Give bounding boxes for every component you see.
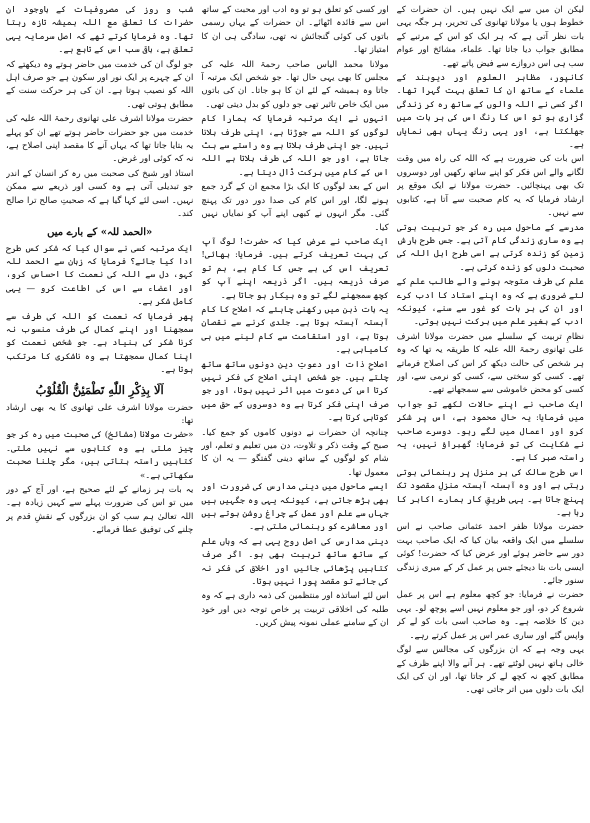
paragraph: یہ بات ذہن میں رکھنی چاہئے کہ اصلاح کا کام آہستہ آہستہ ہوتا ہے۔ جلدی کرنے سے نقصان ہوتا ہے، اور استقامت سے کام لینے میں ہی کامیابی ہے۔ xyxy=(201,304,389,356)
column-right xyxy=(397,4,584,819)
paragraph: اس طرح سالک کی ہر منزل پر رہنمائی ہوتی رہتی ہے اور وہ آہستہ آہستہ منزلِ مقصود تک پہنچ جاتا ہے۔ یہی طریقِ کار ہمارے اکابر کا رہا ہے۔ xyxy=(396,467,584,519)
paragraph: ایک صاحب نے عرض کیا کہ حضرت! لوگ آپ کی بہت تعریف کرتے ہیں۔ فرمایا: بھائی! تعریف اس کی ہے جس کا کام ہے، ہم تو صرف ذریعہ ہیں۔ اگر ذریعہ اپنے آپ کو کچھ سمجھنے لگے تو وہ بیکار ہو جاتا ہے۔ xyxy=(201,236,389,301)
paragraph: استاذ اور شیخ کی صحبت میں رہ کر انسان کے اندر جو تبدیلی آتی ہے وہ کسی اور ذریعے سے ممکن نہیں۔ اسی لئے کہا گیا ہے کہ صحبتِ صالح ترا صالح کند۔ xyxy=(6,168,194,220)
paragraph: مولانا محمد الیاس صاحب رحمۃ اللہ علیہ کی مجلس کا بھی یہی حال تھا۔ جو شخص ایک مرتبہ آ جاتا وہ ہمیشہ کے لئے ان کا ہو جاتا۔ ان کی باتوں میں ایک خاص تاثیر تھی جو دلوں کو بدل دیتی تھی۔ xyxy=(201,59,389,110)
paragraph: اس لئے اساتذہ اور منتظمین کی ذمہ داری ہے کہ وہ طلبہ کی اخلاقی تربیت پر خاص توجہ دیں اور خود ان کے سامنے عملی نمونہ پیش کریں۔ xyxy=(201,591,389,629)
verse-note: حضرت مولانا اشرف علی تھانوی کا یہ بھی ارشاد تھا: xyxy=(6,402,194,426)
paragraph: پھر فرمایا کہ نعمت کو اللہ کی طرف سے سمجھنا اور اپنے کمال کی طرف منسوب نہ کرنا شکر کی بنیاد ہے۔ جو شخص نعمت کو اپنا کمال سمجھتا ہے وہ ناشکری کا مرتکب ہوتا ہے۔ xyxy=(6,311,194,376)
paragraph: علم کی طرف متوجہ ہونے والے طالب علم کے لئے ضروری ہے کہ وہ اپنے استاد کا ادب کرے اور ان کی ہر بات کو غور سے سنے، کیونکہ ادب کے بغیر علم میں برکت نہیں ہوتی۔ xyxy=(396,277,584,328)
paragraph: لیکن ان میں سے ایک نہیں ہیں۔ ان حضرات کے خطوط ہوں یا مولانا تھانوی کی تحریر، ہر جگہ یہی بات نظر آتی ہے کہ ہر ایک کو اس کے مرتبے کے مطابق جواب دیا جاتا تھا۔ علماء، مشائخ اور عوام سب ہی اس دروازے سے فیض پاتے تھے۔ xyxy=(396,5,584,69)
paragraph: «حضرت مولانا (مشائخ) کی صحبت میں رہ کر جو چیز ملتی ہے وہ کتابوں سے نہیں ملتی۔ کتابیں راستہ بتاتی ہیں، مگر چلنا صحبت سکھاتی ہے۔» xyxy=(6,430,194,481)
column-middle xyxy=(201,4,388,819)
paragraph: حضرت نے فرمایا: جو کچھ معلوم ہے اس پر عمل شروع کر دو، اور جو معلوم نہیں اسے پوچھ لو۔ یہی دین کا خلاصہ ہے۔ وہ صاحب اسی بات کو لے کر واپس گئے اور ساری عمر اس پر عمل کرتے رہے۔ xyxy=(396,590,584,641)
paragraph: یہی وجہ ہے کہ ان بزرگوں کی مجالس سے لوگ خالی ہاتھ نہیں لوٹتے تھے۔ ہر آنے والا اپنے ظرف کے مطابق کچھ نہ کچھ لے کر جاتا تھا، اور ان کی ایک ایک بات دلوں میں اتر جاتی تھی۔ xyxy=(396,645,584,696)
paragraph: ایسے ماحول میں دینی مدارس کی ضرورت اور بھی بڑھ جاتی ہے، کیونکہ یہی وہ جگہیں ہیں جہاں سے علم اور عمل کے چراغ روشن ہوتے ہیں اور معاشرے کو رہنمائی ملتی ہے۔ xyxy=(201,482,389,533)
paragraph: یہ بات ہر زمانے کے لئے صحیح ہے، اور آج کے دور میں تو اس کی ضرورت پہلے سے کہیں زیادہ ہے۔ اللہ تعالیٰ ہم سب کو ان بزرگوں کے نقشِ قدم پر چلنے کی توفیق عطا فرمائے۔ xyxy=(6,485,194,536)
paragraph: حضرت مولانا اشرف علی تھانوی رحمۃ اللہ علیہ کی خدمت میں جو حضرات حاضر ہوتے تھے ان کو پہلے یہ بتایا جاتا تھا کہ یہاں آنے کا مقصد اپنی اصلاح ہے، نہ کہ کوئی اور غرض۔ xyxy=(6,114,194,165)
paragraph: شب و روز کی مصروفیات کے باوجود ان حضرات کا تعلق مع اللہ ہمیشہ تازہ رہتا تھا۔ وہ فرمایا کرتے تھے کہ اصل سرمایہ یہی تعلق ہے، باقی سب اس کے تابع ہے۔ xyxy=(6,5,194,56)
paragraph: اور کسی کو تعلق ہو تو وہ ادب اور محبت کے ساتھ اس سے فائدہ اٹھائے۔ ان حضرات کے یہاں رسمی باتوں کی کوئی گنجائش نہ تھی، سادگی ہی ان کا امتیاز تھا۔ xyxy=(201,5,389,56)
paragraph: انہوں نے ایک مرتبہ فرمایا کہ ہمارا کام لوگوں کو اللہ سے جوڑنا ہے، اپنی طرف بلانا نہیں۔ جو اپنی طرف بلاتا ہے وہ راستے سے ہٹ جاتا ہے، اور جو اللہ کی طرف بلاتا ہے اللہ اس کے کام میں برکت ڈال دیتا ہے۔ xyxy=(201,114,389,178)
column-left xyxy=(6,4,193,819)
paragraph: دینی مدارس کی اصل روح یہی ہے کہ وہاں علم کے ساتھ ساتھ تربیت بھی ہو۔ اگر صرف کتابیں پڑھائی جائیں اور اخلاق کی فکر نہ کی جائے تو مقصد پورا نہیں ہوتا۔ xyxy=(201,536,389,588)
paragraph: مدرسے کے ماحول میں رہ کر جو تربیت ہوتی ہے وہ ساری زندگی کام آتی ہے۔ جس طرح بارش زمین کو زندہ کرتی ہے اسی طرح اہل اللہ کی صحبت دلوں کو زندہ کرتی ہے۔ xyxy=(396,222,584,273)
paragraph: اس کے بعد لوگوں کا ایک بڑا مجمع ان کے گرد جمع ہونے لگا، اور اس کام کی صدا دور دور تک پہنچ گئی۔ مگر انہوں نے کبھی اپنے آپ کو نمایاں نہیں کیا۔ xyxy=(201,182,389,233)
paragraph: چنانچہ ان حضرات نے دونوں کاموں کو جمع کیا۔ صبح کے وقت ذکر و تلاوت، دن میں تعلیم و تعلم، اور شام کو لوگوں کے ساتھ دینی گفتگو — یہ ان کا معمول تھا۔ xyxy=(201,427,389,478)
paragraph: ایک مرتبہ کسی نے سوال کیا کہ شکر کس طرح ادا کیا جائے؟ فرمایا کہ زبان سے الحمد للہ کہو، دل سے اللہ کی نعمت کا احساس کرو، اور اعضاء سے اس کی اطاعت کرو — یہی کامل شکر ہے۔ xyxy=(6,243,194,308)
paragraph: جو لوگ ان کی خدمت میں حاضر ہوتے وہ دیکھتے کہ ان کے چہرے پر ایک نور اور سکون ہے جو صرف اہل اللہ کو نصیب ہوتا ہے۔ ان کی ہر حرکت سنت کے مطابق ہوتی تھی۔ xyxy=(6,59,194,110)
paragraph: کانپور، مظاہر العلوم اور دیوبند کے علماء کے ساتھ ان کا تعلق بہت گہرا تھا۔ اگر کسی نے اللہ والوں کے ساتھ رہ کر زندگی گزاری ہو تو اس کا رنگ اس کی ہر بات میں جھلکتا ہے، اور یہی رنگ یہاں بھی نمایاں ہے۔ xyxy=(396,73,584,151)
paragraph: نظامِ تربیت کے سلسلے میں حضرت مولانا اشرف علی تھانوی رحمۃ اللہ علیہ کا طریقہ یہ تھا کہ وہ ہر شخص کی حالت دیکھ کر اس کی اصلاح فرماتے تھے۔ کسی کو سختی سے، کسی کو نرمی سے، اور کسی کو محض خاموشی سے سمجھاتے تھے۔ xyxy=(396,331,584,396)
paragraph: اصلاحِ ذات اور دعوتِ دین دونوں ساتھ ساتھ چلتے ہیں۔ جو شخص اپنی اصلاح کی فکر نہیں کرتا اس کی دعوت میں اثر نہیں ہوتا، اور جو صرف اپنی فکر کرتا ہے وہ دوسروں کے حق میں کوتاہی کرتا ہے۔ xyxy=(201,359,389,424)
paragraph: اس بات کی ضرورت ہے کہ اللہ کی راہ میں وقت لگانے والے اس فکر کو اپنے ساتھ رکھیں اور دوسروں تک بھی پہنچائیں۔ حضرت مولانا نے ایک موقع پر ارشاد فرمایا کہ یہ کام صحبت سے آتا ہے، کتابوں سے نہیں۔ xyxy=(396,154,584,219)
section-heading: «الحمد للہ» کے بارے میں xyxy=(47,226,153,238)
paragraph: ایک صاحب نے اپنے حالات لکھے تو جواب میں فرمایا: یہ حال محمود ہے، اس پر شکر کرو اور اعمال میں لگے رہو۔ دوسرے صاحب نے شکایت کی تو فرمایا: گھبراؤ نہیں، یہ راستہ صبر کا ہے۔ xyxy=(396,399,584,464)
paragraph: حضرت مولانا ظفر احمد عثمانی صاحب نے اس سلسلے میں ایک واقعہ بیان کیا کہ ایک صاحب بہت دور سے حاضر ہوئے اور عرض کیا کہ حضرت! کوئی ایسی بات بتا دیجئے جس پر عمل کر کے میری زندگی سنور جائے۔ xyxy=(396,522,584,587)
quranic-verse: اَلَا بِذِكْرِ اللّٰهِ تَطْمَئِنُّ الْقُلُوْبُ xyxy=(35,382,164,397)
